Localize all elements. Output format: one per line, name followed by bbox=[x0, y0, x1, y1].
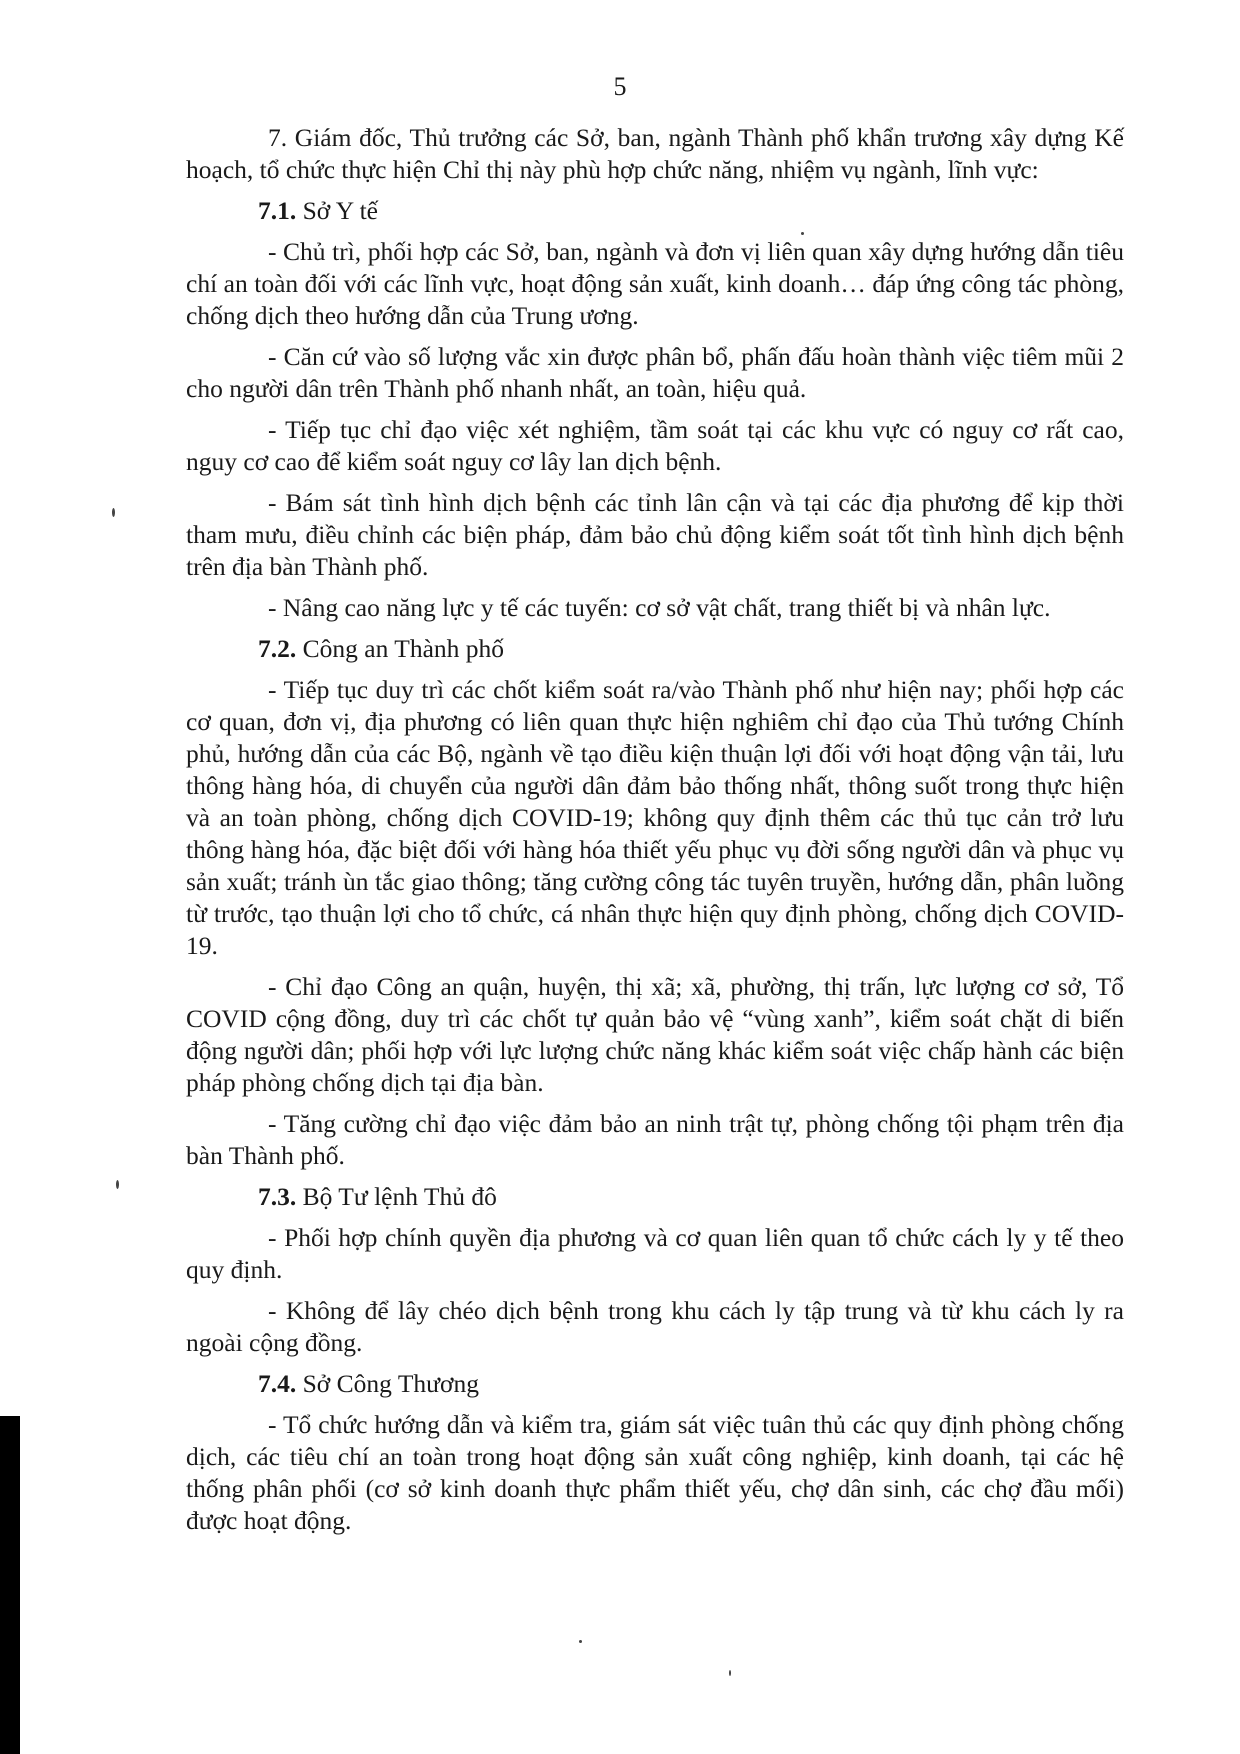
scan-speck bbox=[579, 1640, 582, 1643]
paragraph: - Chỉ đạo Công an quận, huyện, thị xã; xã, phường, thị trấn, lực lượng cơ sở, Tổ COVID cộng đồng, duy trì các chốt tự quản bảo vệ “vùng xanh”, kiểm soát chặt di biến động người dân; phối hợp với lực lượng chức năng khác kiểm soát việc chấp hành các biện pháp phòng chống dịch tại địa bàn. bbox=[186, 972, 1124, 1097]
scan-speck bbox=[801, 232, 804, 235]
paragraph: - Chủ trì, phối hợp các Sở, ban, ngành và đơn vị liên quan xây dựng hướng dẫn tiêu chí an toàn đối với các lĩnh vực, hoạt động sản xuất, kinh doanh… đáp ứng công tác phòng, chống dịch theo hướng dẫn của Trung ương. bbox=[186, 237, 1124, 330]
heading-7-4 bbox=[186, 1368, 1124, 1400]
paragraph: - Tiếp tục chỉ đạo việc xét nghiệm, tầm soát tại các khu vực có nguy cơ rất cao, nguy cơ cao để kiểm soát nguy cơ lây lan dịch bệnh. bbox=[186, 415, 1124, 476]
heading-number: 7.4. bbox=[258, 1369, 297, 1398]
heading-7-3 bbox=[186, 1181, 1124, 1213]
heading-7-1 bbox=[186, 195, 1124, 227]
paragraph: - Phối hợp chính quyền địa phương và cơ quan liên quan tổ chức cách ly y tế theo quy định. bbox=[186, 1223, 1124, 1284]
heading-text: Công an Thành phố bbox=[296, 634, 505, 663]
scan-edge-shadow bbox=[0, 1416, 20, 1754]
scan-speck bbox=[112, 508, 115, 517]
heading-number: 7.1. bbox=[258, 196, 297, 225]
heading-text: Bộ Tư lệnh Thủ đô bbox=[296, 1182, 497, 1211]
page-number: 5 bbox=[613, 72, 627, 101]
paragraph-7: 7. Giám đốc, Thủ trưởng các Sở, ban, ngành Thành phố khẩn trương xây dựng Kế hoạch, tổ chức thực hiện Chỉ thị này phù hợp chức năng, nhiệm vụ ngành, lĩnh vực: bbox=[186, 123, 1124, 184]
paragraph: - Tổ chức hướng dẫn và kiểm tra, giám sát việc tuân thủ các quy định phòng chống dịch, các tiêu chí an toàn trong hoạt động sản xuất công nghiệp, kinh doanh, tại các hệ thống phân phối (cơ sở kinh doanh thực phẩm thiết yếu, chợ dân sinh, các chợ đầu mối) được hoạt động. bbox=[186, 1410, 1124, 1535]
heading-text: Sở Công Thương bbox=[296, 1369, 479, 1398]
paragraph: - Nâng cao năng lực y tế các tuyến: cơ sở vật chất, trang thiết bị và nhân lực. bbox=[268, 593, 1051, 622]
document-body bbox=[186, 122, 1124, 1546]
scan-speck bbox=[116, 1180, 119, 1189]
paragraph: - Căn cứ vào số lượng vắc xin được phân bổ, phấn đấu hoàn thành việc tiêm mũi 2 cho người dân trên Thành phố nhanh nhất, an toàn, hiệu quả. bbox=[186, 342, 1124, 403]
heading-number: 7.3. bbox=[258, 1182, 297, 1211]
heading-number: 7.2. bbox=[258, 634, 297, 663]
paragraph: - Tăng cường chỉ đạo việc đảm bảo an ninh trật tự, phòng chống tội phạm trên địa bàn Thành phố. bbox=[186, 1109, 1124, 1170]
paragraph: - Bám sát tình hình dịch bệnh các tỉnh lân cận và tại các địa phương để kịp thời tham mưu, điều chỉnh các biện pháp, đảm bảo chủ động kiểm soát tốt tình hình dịch bệnh trên địa bàn Thành phố. bbox=[186, 488, 1124, 581]
paragraph: - Không để lây chéo dịch bệnh trong khu cách ly tập trung và từ khu cách ly ra ngoài cộng đồng. bbox=[186, 1296, 1124, 1357]
heading-7-2 bbox=[186, 633, 1124, 665]
scan-speck bbox=[729, 1670, 731, 1676]
heading-text: Sở Y tế bbox=[296, 196, 378, 225]
paragraph: - Tiếp tục duy trì các chốt kiểm soát ra/vào Thành phố như hiện nay; phối hợp các cơ quan, đơn vị, địa phương có liên quan thực hiện nghiêm chỉ đạo của Thủ tướng Chính phủ, hướng dẫn của các Bộ, ngành về tạo điều kiện thuận lợi đối với hoạt động vận tải, lưu thông hàng hóa, di chuyển của người dân đảm bảo thống nhất, thông suốt trong thực hiện và an toàn phòng, chống dịch COVID-19; không quy định thêm các thủ tục cản trở lưu thông hàng hóa, đặc biệt đối với hàng hóa thiết yếu phục vụ đời sống người dân và phục vụ sản xuất; tránh ùn tắc giao thông; tăng cường công tác tuyên truyền, hướng dẫn, phân luồng từ trước, tạo thuận lợi cho tổ chức, cá nhân thực hiện quy định phòng, chống dịch COVID-19. bbox=[186, 675, 1124, 960]
